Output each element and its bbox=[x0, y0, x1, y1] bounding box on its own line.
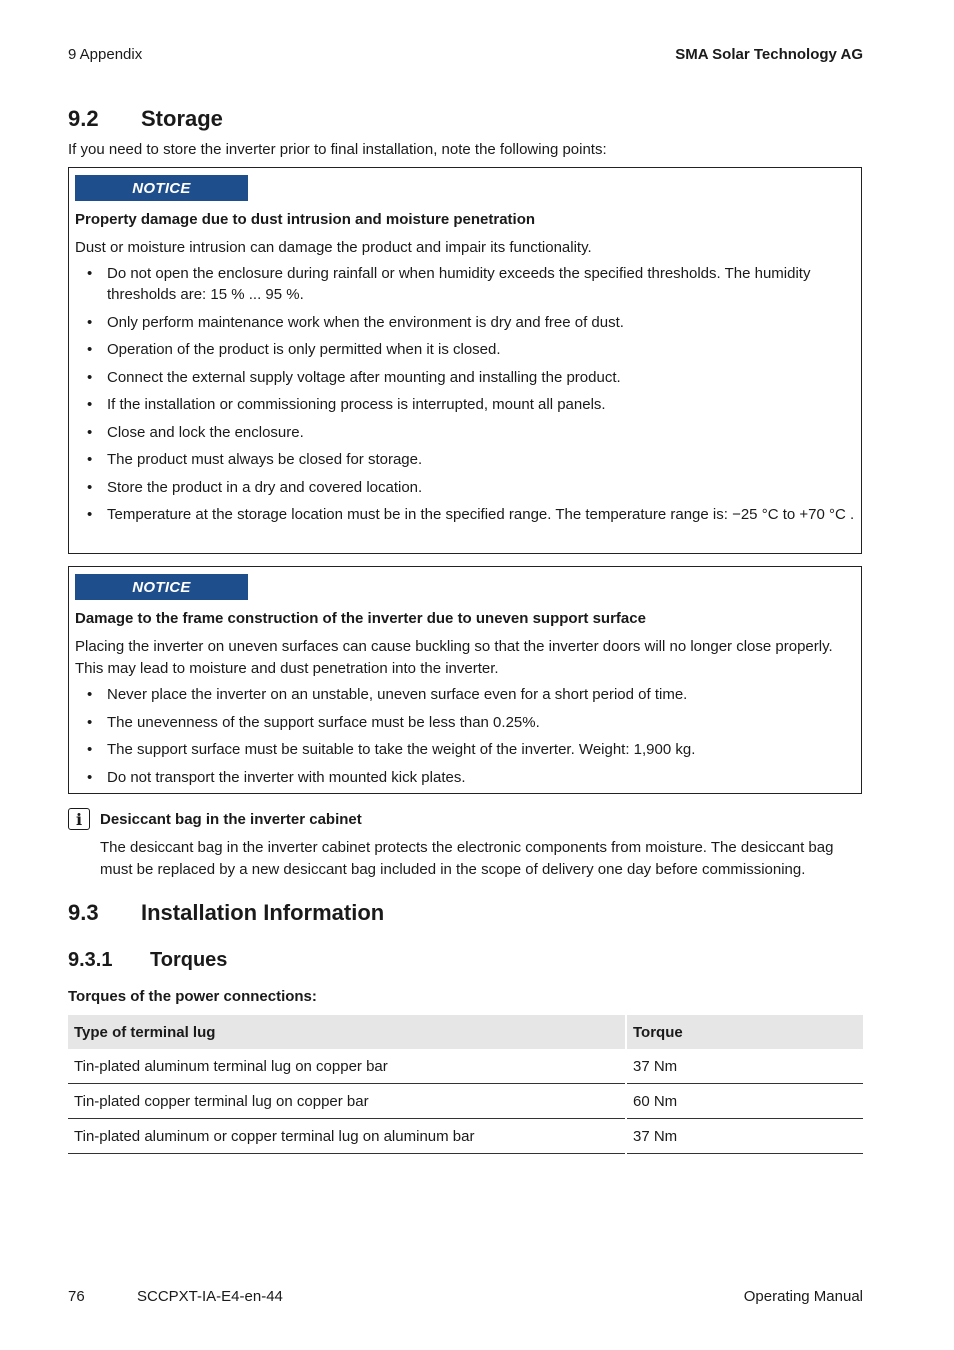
table-row bbox=[68, 1049, 863, 1084]
column-header-terminal-lug: Type of terminal lug bbox=[68, 1015, 626, 1049]
section-title: Installation Information bbox=[141, 900, 385, 925]
list-item: • The support surface must be suitable to take the weight of the inverter. Weight: 1,900 kg. bbox=[75, 739, 855, 760]
notice-badge: NOTICE bbox=[75, 175, 248, 201]
list-item: • If the installation or commissioning process is interrupted, mount all panels. bbox=[75, 394, 855, 415]
list-item: • Do not open the enclosure during rainfall or when humidity exceeds the specified thresholds. The humidity thresholds are: 15 % ... 95 %. bbox=[75, 263, 855, 305]
notice-box-dust-moisture bbox=[68, 167, 862, 554]
notice-text: Dust or moisture intrusion can damage the product and impair its functionality. bbox=[75, 239, 592, 256]
info-title: Desiccant bag in the inverter cabinet bbox=[100, 811, 362, 828]
notice-title: Property damage due to dust intrusion and moisture penetration bbox=[75, 211, 536, 228]
cell-torque: 37 Nm bbox=[626, 1119, 863, 1154]
subsection-heading-torques bbox=[68, 949, 227, 972]
list-item: • Temperature at the storage location must be in the specified range. The temperature range is: −25 °C to +70 °C . bbox=[75, 504, 855, 525]
list-item: • Connect the external supply voltage after mounting and installing the product. bbox=[75, 367, 855, 388]
cell-terminal-lug: Tin-plated aluminum or copper terminal lug on aluminum bar bbox=[68, 1119, 626, 1154]
subsection-title: Torques bbox=[150, 949, 228, 971]
info-text: The desiccant bag in the inverter cabinet protects the electronic components from moisture. The desiccant bag must be replaced by a new desiccant bag included in the scope of delivery one day before commissioning. bbox=[100, 839, 834, 878]
notice-box-uneven-surface bbox=[68, 566, 862, 794]
column-header-torque: Torque bbox=[626, 1015, 863, 1049]
section-title: Storage bbox=[141, 106, 223, 131]
table-row bbox=[68, 1084, 863, 1119]
page-number: 76 bbox=[68, 1288, 85, 1305]
table-header-row bbox=[68, 1015, 863, 1049]
cell-terminal-lug: Tin-plated aluminum terminal lug on copper bar bbox=[68, 1049, 626, 1084]
list-item: • The product must always be closed for storage. bbox=[75, 449, 855, 470]
list-item: • Do not transport the inverter with mounted kick plates. bbox=[75, 767, 855, 788]
list-item: • Close and lock the enclosure. bbox=[75, 422, 855, 443]
table-row bbox=[68, 1119, 863, 1154]
notice-list bbox=[75, 684, 855, 788]
notice-text: Placing the inverter on uneven surfaces can cause buckling so that the inverter doors will no longer close properly. This may lead to moisture and dust penetration into the inverter. bbox=[75, 638, 833, 677]
section-number: 9.3 bbox=[68, 900, 99, 925]
notice-title: Damage to the frame construction of the inverter due to uneven support surface bbox=[75, 610, 646, 627]
list-item: • The unevenness of the support surface must be less than 0.25%. bbox=[75, 712, 855, 733]
subsection-number: 9.3.1 bbox=[68, 949, 113, 971]
running-header-chapter: 9 Appendix bbox=[68, 46, 143, 63]
torques-table bbox=[68, 1015, 863, 1154]
section-heading-storage bbox=[68, 106, 223, 132]
notice-list bbox=[75, 263, 855, 525]
document-type: Operating Manual bbox=[743, 1288, 863, 1305]
list-item: • Never place the inverter on an unstable, uneven surface even for a short period of time. bbox=[75, 684, 855, 705]
cell-terminal-lug: Tin-plated copper terminal lug on copper bar bbox=[68, 1084, 626, 1119]
section-number: 9.2 bbox=[68, 106, 99, 131]
info-icon: i bbox=[68, 808, 90, 830]
cell-torque: 37 Nm bbox=[626, 1049, 863, 1084]
table-caption: Torques of the power connections: bbox=[68, 988, 317, 1005]
running-header-company: SMA Solar Technology AG bbox=[675, 46, 863, 63]
list-item: • Operation of the product is only permitted when it is closed. bbox=[75, 339, 855, 360]
storage-intro: If you need to store the inverter prior to final installation, note the following points: bbox=[68, 141, 607, 158]
list-item: • Store the product in a dry and covered location. bbox=[75, 477, 855, 498]
document-id: SCCPXT-IA-E4-en-44 bbox=[137, 1288, 283, 1305]
notice-badge: NOTICE bbox=[75, 574, 248, 600]
section-heading-installation bbox=[68, 900, 384, 926]
list-item: • Only perform maintenance work when the environment is dry and free of dust. bbox=[75, 312, 855, 333]
cell-torque: 60 Nm bbox=[626, 1084, 863, 1119]
